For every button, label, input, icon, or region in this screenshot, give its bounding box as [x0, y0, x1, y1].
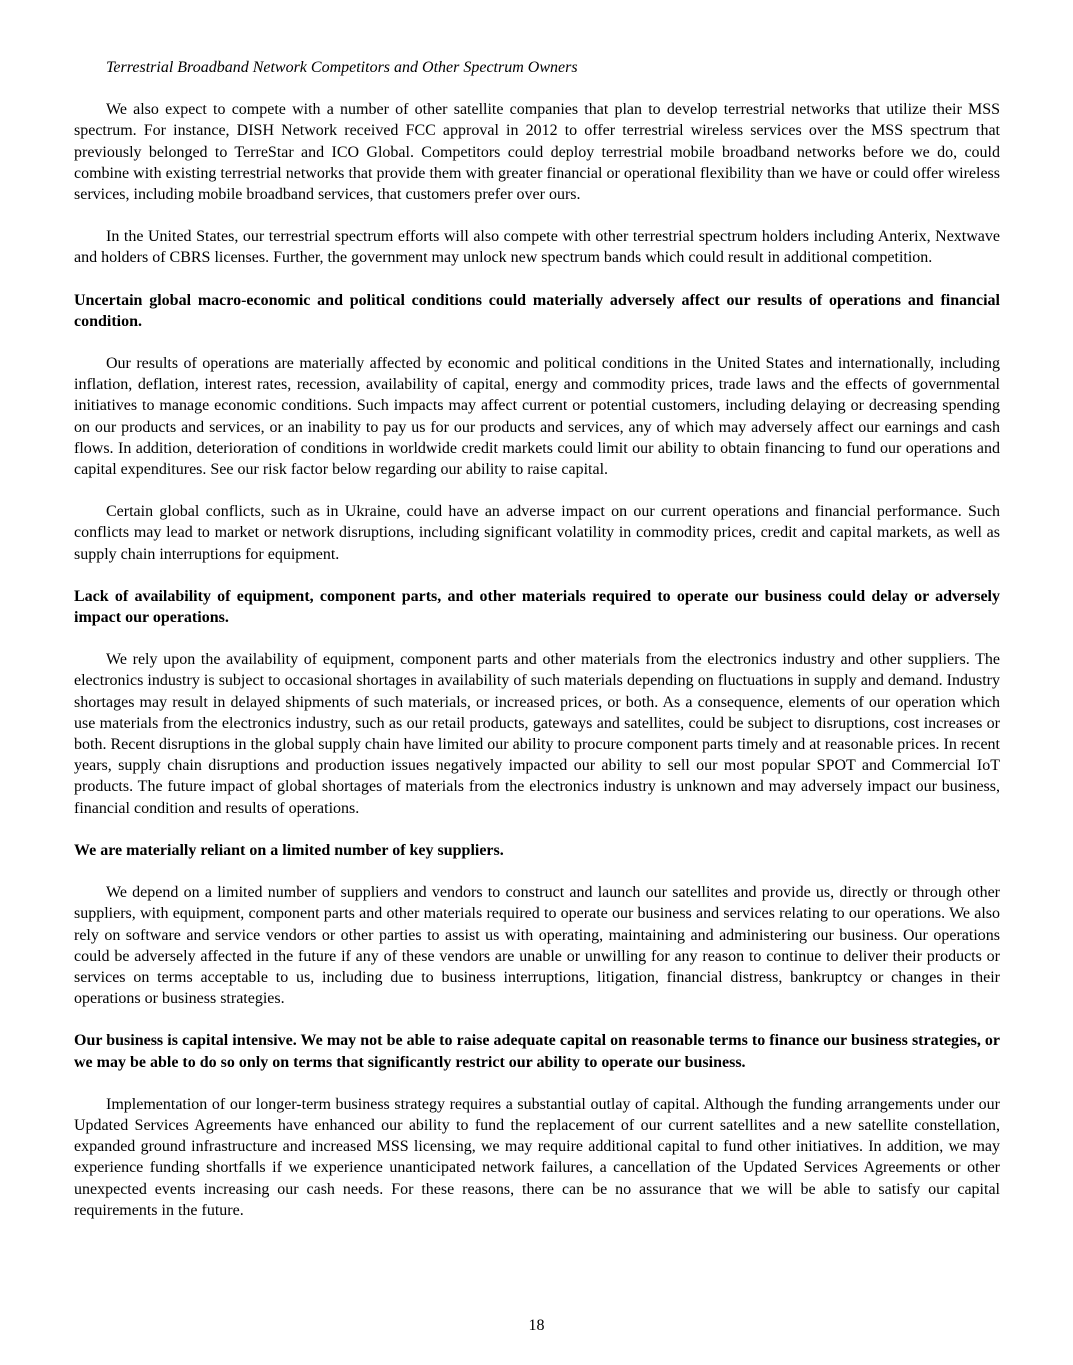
risk-heading-macro-economic: Uncertain global macro-economic and political conditions could materially adversely affect our results of operations and financial condition. [74, 291, 1000, 330]
document-page [74, 57, 1000, 1242]
section-subheading: Terrestrial Broadband Network Competitors and Other Spectrum Owners [106, 59, 578, 76]
risk-heading-capital-intensive: Our business is capital intensive. We may not be able to raise adequate capital on reasonable terms to finance our business strategies, or we may be able to do so only on terms that significantly restrict our ability to operate our business. [74, 1032, 1000, 1071]
paragraph-terrestrial-spectrum-holders: In the United States, our terrestrial spectrum efforts will also compete with other terrestrial spectrum holders including Anterix, Nextwave and holders of CBRS licenses. Further, the government may unlock new spectrum bands which could result in additional competition. [74, 228, 1000, 267]
paragraph-global-conflicts: Certain global conflicts, such as in Ukraine, could have an adverse impact on our current operations and financial performance. Such conflicts may lead to market or network disruptions, including significant volatility in commodity prices, credit and capital markets, as well as supply chain interruptions for equipment. [74, 503, 1000, 563]
paragraph-satellite-competitors: We also expect to compete with a number of other satellite companies that plan to develop terrestrial networks that utilize their MSS spectrum. For instance, DISH Network received FCC approval in 2012 to offer terrestrial wireless services over the MSS spectrum that previously belonged to TerreStar and ICO Global. Competitors could deploy terrestrial mobile broadband networks before we do, could combine with existing terrestrial networks that provide them with greater financial or operational flexibility than we have or could offer wireless services, including mobile broadband services, that customers prefer over ours. [74, 101, 1000, 204]
page-number: 18 [528, 1317, 545, 1334]
paragraph-electronics-industry: We rely upon the availability of equipment, component parts and other materials from the electronics industry and other suppliers. The electronics industry is subject to occasional shortages in availability of such materials depending on fluctuations in supply and demand. Industry shortages may result in delayed shipments of such materials, or increased prices, or both. As a consequence, elements of our operation which use materials from the electronics industry, such as our retail products, gateways and satellites, could be subject to disruptions, cost increases or both. Recent disruptions in the global supply chain have limited our ability to procure component parts timely and at reasonable prices. In recent years, supply chain disruptions and production issues negatively impacted our ability to sell our most popular SPOT and Commercial IoT products. The future impact of global shortages of materials from the electronics industry is unknown and may adversely impact our business, financial condition and results of operations. [74, 651, 1000, 817]
paragraph-suppliers-vendors: We depend on a limited number of suppliers and vendors to construct and launch our satellites and provide us, directly or through other suppliers, with equipment, component parts and other materials required to operate our business and services relating to our operations. We also rely on software and service vendors or other parties to assist us with operating, maintaining and administering our business. Our operations could be adversely affected in the future if any of these vendors are unable or unwilling for any reason to continue to deliver their products or services on terms acceptable to us, including due to business interruptions, litigation, financial distress, bankruptcy or changes in their operations or business strategies. [74, 884, 1000, 1008]
risk-heading-key-suppliers: We are materially reliant on a limited number of key suppliers. [74, 841, 504, 859]
risk-heading-equipment-availability: Lack of availability of equipment, component parts, and other materials required to operate our business could delay or adversely impact our operations. [74, 587, 1000, 627]
paragraph-economic-conditions: Our results of operations are materially affected by economic and political conditions in the United States and internationally, including inflation, deflation, interest rates, recession, availability of capital, energy and commodity prices, trade laws and the effects of governmental initiatives to manage economic conditions. Such impacts may affect current or potential customers, including delaying or decreasing spending on our products and services, or an inability to pay us for our products and services, any of which may adversely affect our earnings and cash flows. In addition, deterioration of conditions in worldwide credit markets could limit our ability to obtain financing to fund our operations and capital expenditures. See our risk factor below regarding our ability to raise capital. [74, 355, 1000, 479]
paragraph-capital-outlay: Implementation of our longer-term business strategy requires a substantial outlay of capital. Although the funding arrangements under our Updated Services Agreements have enhanced our ability to fund the replacement of our current satellites and a new satellite constellation, expanded ground infrastructure and increased MSS licensing, we may require additional capital to fund other initiatives. In addition, we may experience funding shortfalls if we experience unanticipated network failures, a cancellation of the Updated Services Agreements or other unexpected events increasing our cash needs. For these reasons, there can be no assurance that we will be able to satisfy our capital requirements in the future. [74, 1095, 1000, 1219]
